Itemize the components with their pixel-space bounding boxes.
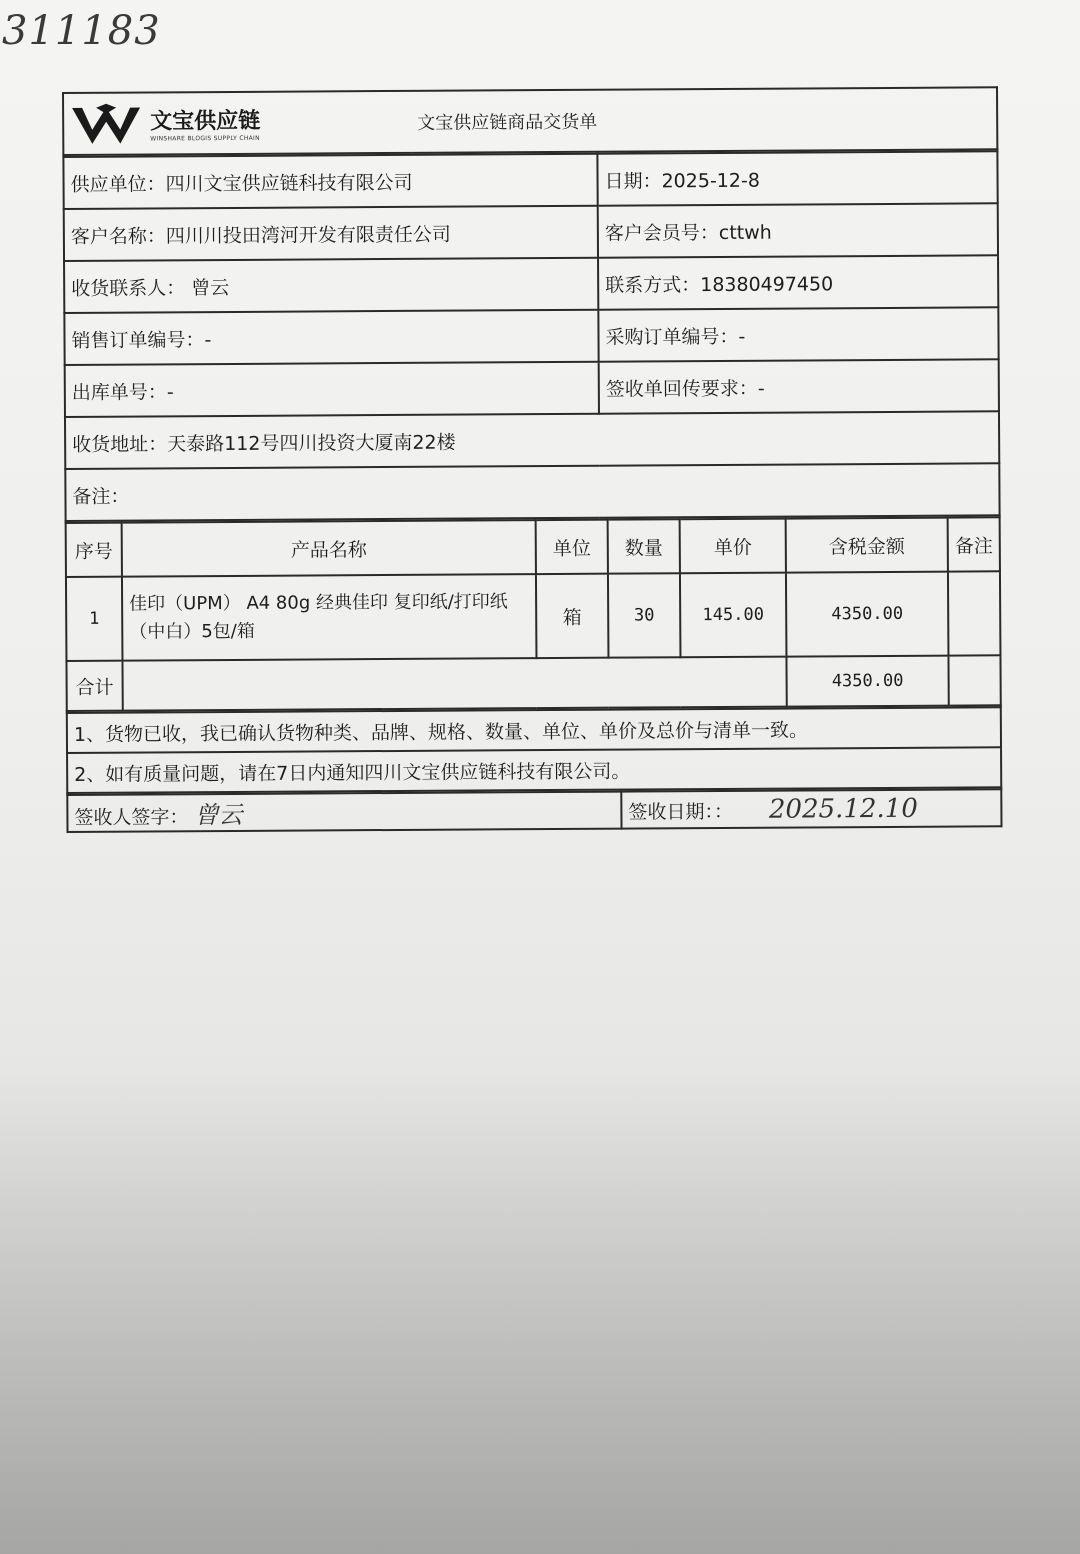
total-row xyxy=(66,655,1000,711)
signer-cell xyxy=(67,792,621,832)
total-label: 合计 xyxy=(66,661,122,711)
items-table xyxy=(65,516,1002,712)
signature-table xyxy=(66,788,1002,833)
logo-cell xyxy=(63,91,411,155)
total-remark xyxy=(948,655,1000,705)
supplier-field: 供应单位：四川文宝供应链科技有限公司 xyxy=(63,154,597,209)
col-header-unit: 单位 xyxy=(536,520,608,574)
company-logo xyxy=(70,98,405,148)
contact-field: 收货联系人： 曾云 xyxy=(64,258,598,313)
shadow xyxy=(0,1060,1080,1554)
member-no-field: 客户会员号：cttwh xyxy=(598,203,998,257)
col-header-amount: 含税金额 xyxy=(786,518,948,573)
cell-product: 佳印（UPM） A4 80g 经典佳印 复印纸/打印纸（中白）5包/箱 xyxy=(122,574,537,661)
table-row xyxy=(66,571,1000,661)
header-table xyxy=(62,86,998,156)
total-amount: 4350.00 xyxy=(786,656,948,707)
receipt-requirement-field: 签收单回传要求：- xyxy=(599,359,999,413)
signer-label: 签收人签字： xyxy=(74,806,189,829)
customer-field: 客户名称：四川川投田湾河开发有限责任公司 xyxy=(64,206,598,261)
sign-date-label: 签收日期：： xyxy=(628,800,733,824)
cell-no: 1 xyxy=(66,577,123,661)
note-2: 2、如有质量问题，请在7日内通知四川文宝供应链科技有限公司。 xyxy=(67,747,1001,793)
col-header-remark: 备注 xyxy=(948,517,1000,571)
cell-remark xyxy=(948,571,1001,655)
purchase-order-field: 采购订单编号：- xyxy=(598,307,998,361)
date-field: 日期：2025-12-8 xyxy=(597,151,997,205)
col-header-qty: 数量 xyxy=(608,519,680,573)
sales-order-field: 销售订单编号：- xyxy=(64,310,598,365)
sign-date-cell xyxy=(621,789,1001,828)
remarks-field: 备注： xyxy=(65,463,999,521)
notes-table xyxy=(66,706,1002,794)
cell-price: 145.00 xyxy=(680,573,787,658)
cell-unit: 箱 xyxy=(536,574,609,658)
address-field: 收货地址：天泰路112号四川投资大厦南22楼 xyxy=(65,411,999,469)
cell-qty: 30 xyxy=(608,573,681,657)
delivery-form xyxy=(62,86,1003,833)
col-header-no: 序号 xyxy=(66,523,122,577)
logo-icon xyxy=(70,100,142,148)
col-header-price: 单价 xyxy=(680,519,786,574)
signer-handwriting: 曾云 xyxy=(194,800,243,830)
logo-name: 文宝供应链 xyxy=(150,108,261,135)
info-table xyxy=(62,150,1000,522)
col-header-product: 产品名称 xyxy=(122,520,536,577)
total-spacer xyxy=(122,657,786,711)
outbound-no-field: 出库单号：- xyxy=(65,362,599,417)
sign-date-handwriting: 2025.12.10 xyxy=(768,793,918,825)
form-title: 文宝供应链商品交货单 xyxy=(411,87,997,153)
cell-amount: 4350.00 xyxy=(786,572,949,657)
handwritten-note: 311183 xyxy=(2,8,161,54)
logo-subtext: WINSHARE BLOGIS SUPPLY CHAIN xyxy=(150,134,260,143)
phone-field: 联系方式：18380497450 xyxy=(598,255,998,309)
note-1: 1、货物已收，我已确认货物种类、品牌、规格、数量、单位、单价及总价与清单一致。 xyxy=(67,707,1001,753)
